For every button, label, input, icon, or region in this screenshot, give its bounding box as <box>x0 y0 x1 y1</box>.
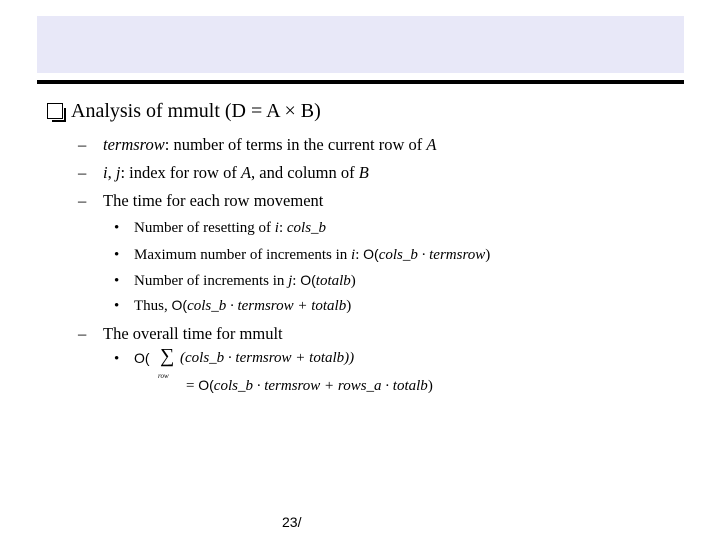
sigma-symbol: ∑ <box>160 345 175 367</box>
term: totalb <box>315 273 351 289</box>
term: i <box>274 220 279 236</box>
text: ) <box>427 378 433 394</box>
bullet-index <box>78 163 369 183</box>
text: : number of terms in the current row of <box>164 135 427 154</box>
text: Number of resetting of <box>134 220 275 236</box>
formula-line <box>114 350 150 368</box>
term: cols_b · termsrow + rows_a · totalb <box>213 378 428 394</box>
subbullet-increments-j <box>114 272 356 290</box>
term: cols_b · termsrow + totalb <box>187 298 347 314</box>
text: , and column of <box>251 163 359 182</box>
text: : index for row of <box>120 163 241 182</box>
term: i <box>351 247 356 263</box>
text: , <box>107 163 116 182</box>
heading-text: Analysis of mmult (D = A × B) <box>71 100 321 122</box>
text: ) <box>485 247 491 263</box>
term: cols_b <box>286 220 327 236</box>
dash-bullet: – <box>78 135 87 154</box>
dot-bullet: • <box>114 351 120 367</box>
term: cols_b · termsrow <box>378 247 486 263</box>
dot-bullet: • <box>114 220 120 236</box>
subbullet-thus <box>114 297 351 315</box>
text: : <box>355 247 364 263</box>
dash-bullet: – <box>78 324 87 343</box>
text: Thus, <box>134 298 172 314</box>
text: O( <box>363 246 379 262</box>
text: : <box>292 273 301 289</box>
text: ) <box>350 273 356 289</box>
text: The time for each row movement <box>103 191 324 210</box>
term: j <box>115 163 121 182</box>
text: Number of increments in <box>134 273 289 289</box>
term: B <box>358 163 369 182</box>
formula-result <box>186 377 433 395</box>
text: O( <box>134 350 150 366</box>
bullet-overall <box>78 324 283 344</box>
dash-bullet: – <box>78 191 87 210</box>
term: j <box>288 273 293 289</box>
term: i <box>103 163 108 182</box>
bullet-row-time <box>78 191 323 211</box>
text: The overall time for mmult <box>103 324 283 343</box>
term: A <box>426 135 437 154</box>
text: ) <box>346 298 352 314</box>
text: O( <box>171 297 188 313</box>
text: O( <box>198 377 214 393</box>
title-rule <box>37 80 684 84</box>
text: O( <box>300 272 316 288</box>
subbullet-max-increments <box>114 246 490 264</box>
formula-term <box>180 350 354 367</box>
page-number: 23/ <box>282 514 302 530</box>
text: = <box>186 378 199 394</box>
term: A <box>240 163 252 182</box>
dot-bullet: • <box>114 298 120 314</box>
title-band <box>37 16 684 73</box>
sigma-subscript: row <box>158 372 169 380</box>
dot-bullet: • <box>114 247 120 263</box>
text: Maximum number of increments in <box>134 247 352 263</box>
heading <box>47 100 321 123</box>
subbullet-resetting <box>114 220 326 237</box>
term: (cols_b · termsrow + totalb)) <box>180 350 355 366</box>
text: : <box>278 220 287 236</box>
dash-bullet: – <box>78 163 87 182</box>
dot-bullet: • <box>114 273 120 289</box>
checkbox-bullet-icon <box>47 103 63 119</box>
summation <box>158 344 178 384</box>
term: termsrow <box>103 135 165 154</box>
bullet-termsrow <box>78 135 436 155</box>
